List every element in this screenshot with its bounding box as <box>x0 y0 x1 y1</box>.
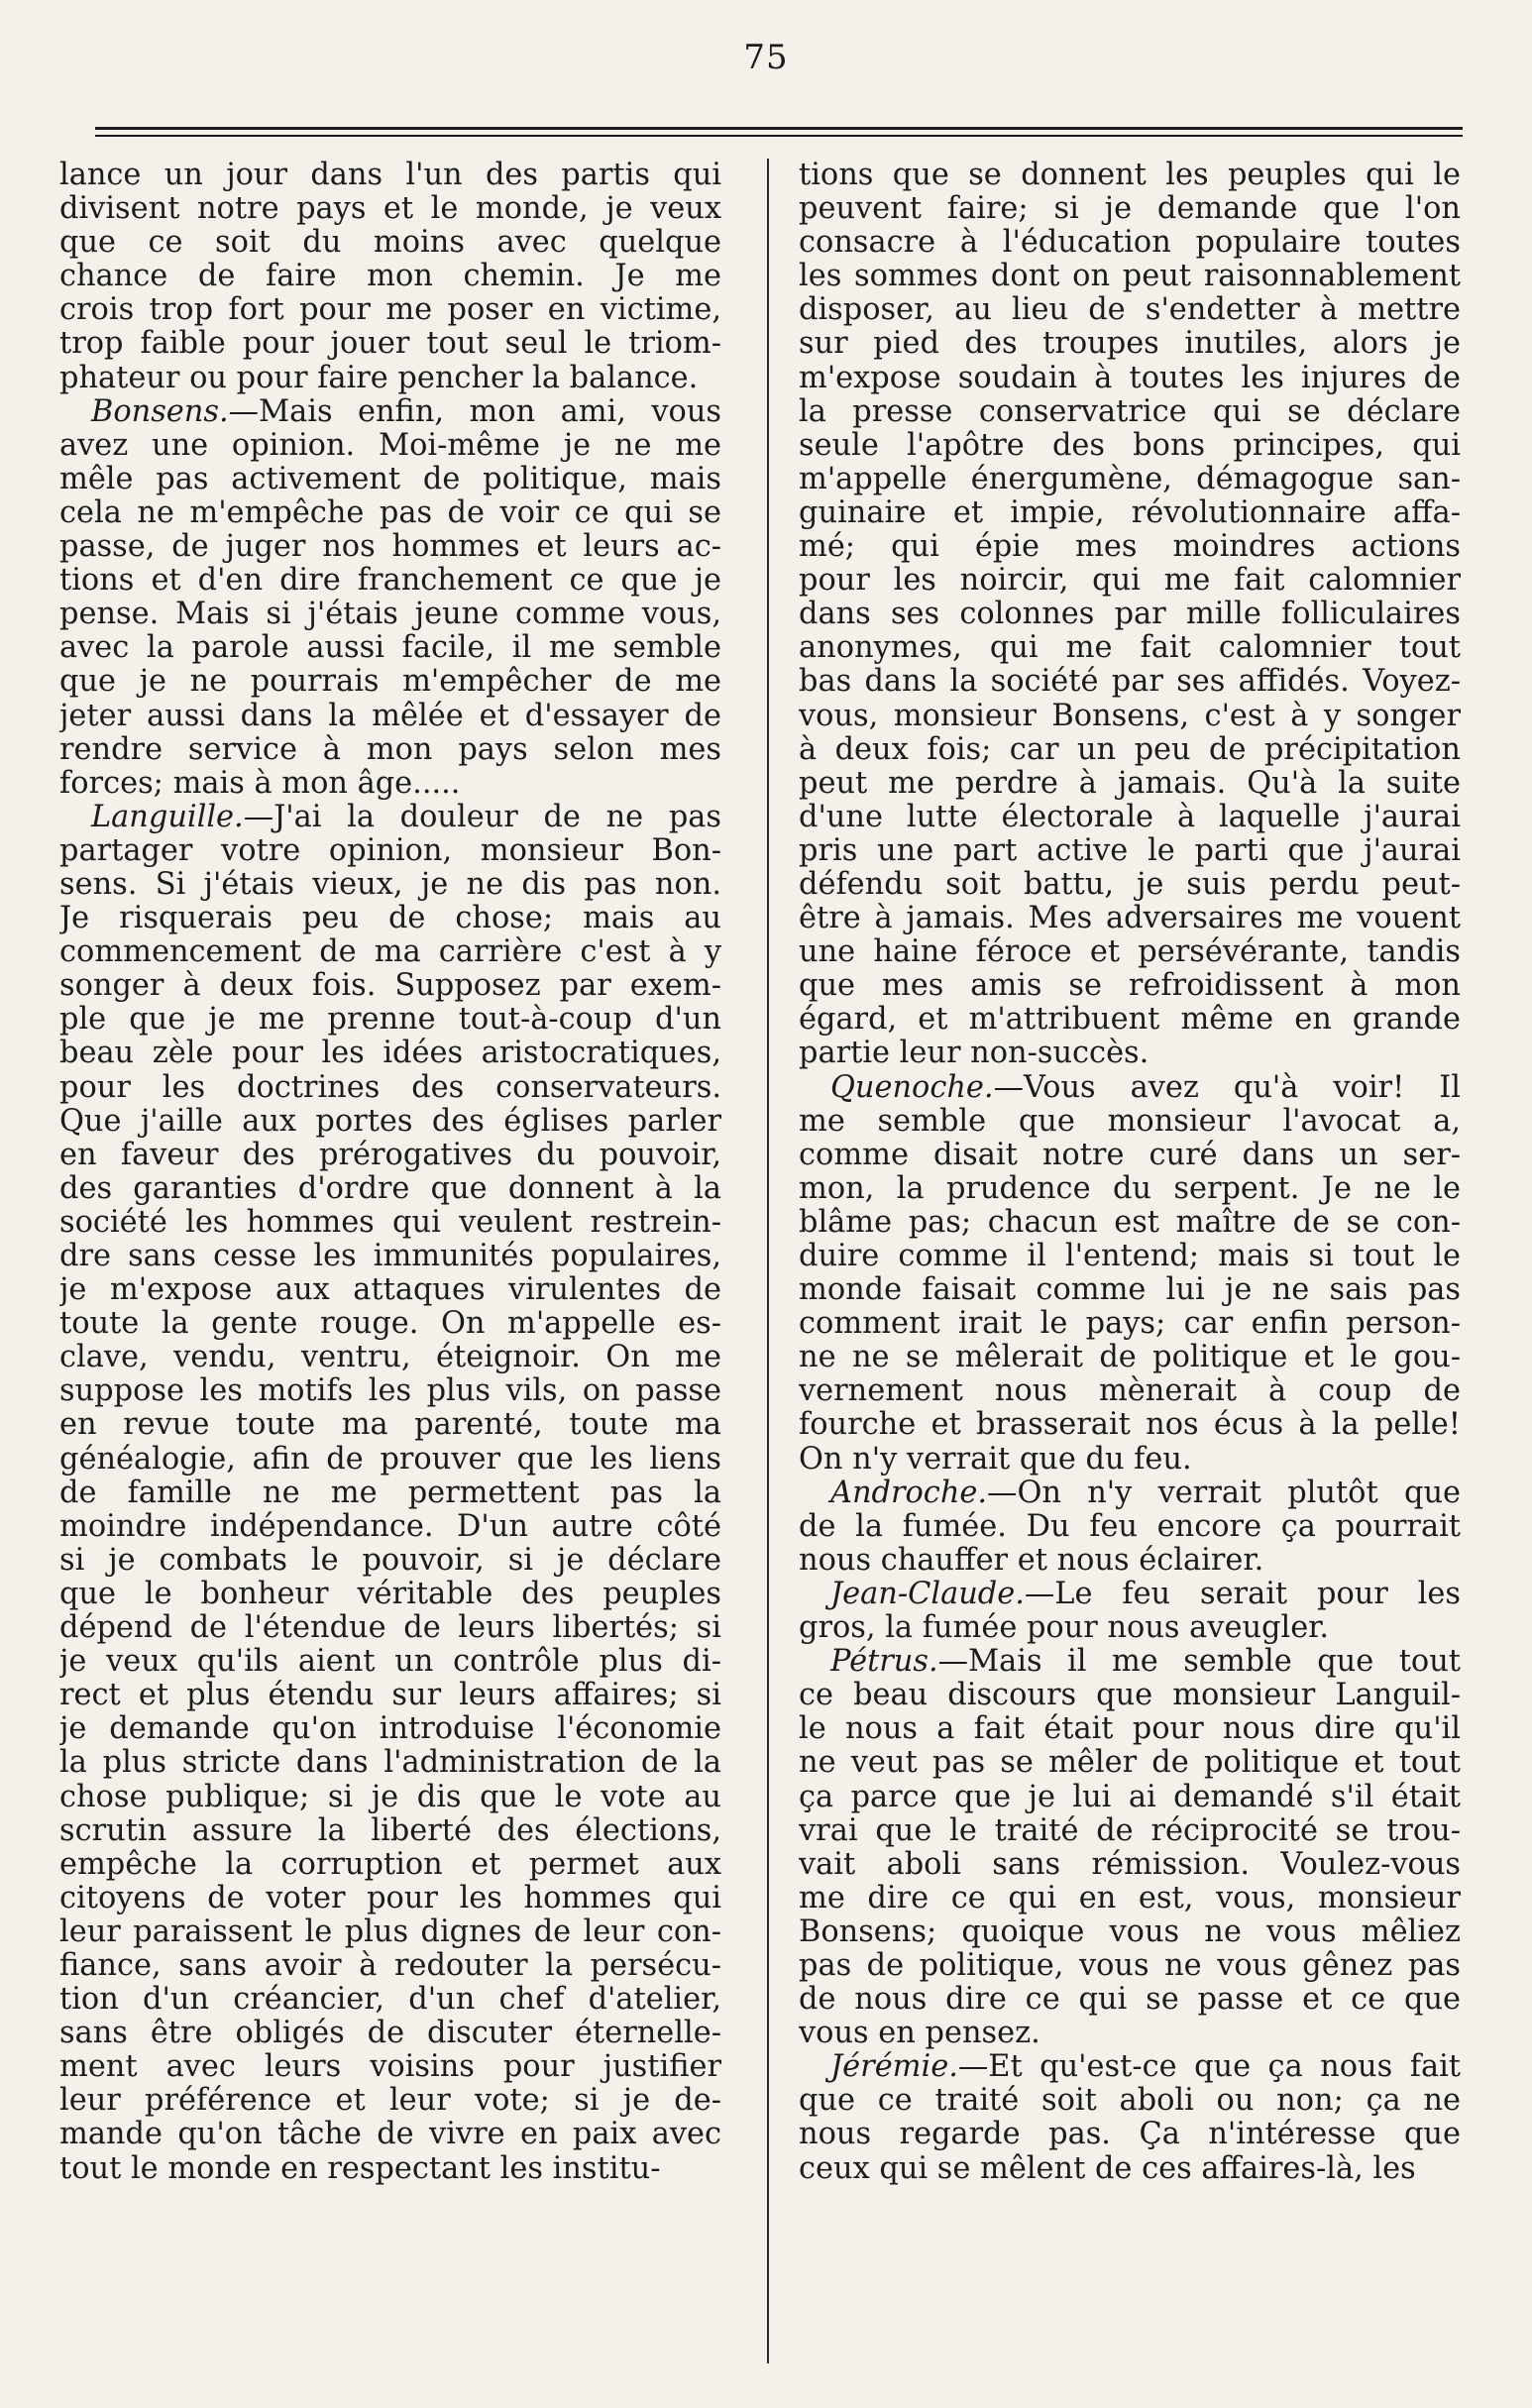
right-column-line: Androche.—On n'y verrait plutôt que <box>830 1476 1461 1510</box>
left-column-line: jeter aussi dans la mêlée et d'essayer de <box>59 699 721 733</box>
right-column-line: être à jamais. Mes adversaires me vouent <box>799 902 1461 936</box>
right-column-line: ça parce que je lui ai demandé s'il était <box>799 1780 1461 1814</box>
left-column-line: forces; mais à mon âge..... <box>59 766 461 801</box>
left-column-line: si je combats le pouvoir, si je déclare <box>59 1543 721 1578</box>
left-column-line: sens. Si j'étais vieux, je ne dis pas non. <box>59 867 721 902</box>
left-column-line: je demande qu'on introduise l'économie <box>59 1712 721 1747</box>
left-column-line: société les hommes qui veulent restrein- <box>59 1205 721 1240</box>
left-column-line: fiance, sans avoir à redouter la persécu- <box>59 1948 721 1983</box>
left-column-line: généalogie, afin de prouver que les liens <box>59 1442 721 1477</box>
right-column-line: m'expose soudain à toutes les injures de <box>799 361 1461 395</box>
left-column-line: que le bonheur véritable des peuples <box>59 1577 721 1611</box>
right-column-line: vrai que le traité de réciprocité se trou- <box>799 1813 1461 1848</box>
right-column-line: consacre à l'éducation populaire toutes <box>799 226 1461 261</box>
right-column-line: peut me perdre à jamais. Qu'à la suite <box>799 766 1461 801</box>
right-column-line: de nous dire ce qui se passe et ce que <box>799 1983 1461 2018</box>
left-column-line: commencement de ma carrière c'est à y <box>59 935 721 970</box>
right-column-line: me semble que monsieur l'avocat a, <box>799 1104 1461 1139</box>
right-column-line: une haine féroce et persévérante, tandis <box>799 935 1461 970</box>
right-column-line: tions que se donnent les peuples qui le <box>799 159 1461 192</box>
right-column-line: ne ne se mêlerait de politique et le gou- <box>799 1341 1461 1375</box>
right-column-line: seule l'apôtre des bons principes, qui <box>799 428 1461 463</box>
left-column-line: leur préférence et leur vote; si je de- <box>59 2084 721 2119</box>
right-column-line: vous, monsieur Bonsens, c'est à y songer <box>799 699 1461 733</box>
column-divider <box>767 159 769 2363</box>
right-column-line: gros, la fumée pour nous aveugler. <box>799 1611 1330 1646</box>
header-rule-thin <box>95 135 1463 137</box>
left-column-line: trop faible pour jouer tout seul le triom- <box>59 327 721 362</box>
left-column-line: en revue toute ma parenté, toute ma <box>59 1408 721 1443</box>
left-column-line: moindre indépendance. D'un autre côté <box>59 1509 721 1544</box>
page-number: 75 <box>743 38 789 77</box>
left-column-line: mêle pas activement de politique, mais <box>59 462 721 496</box>
left-column-line: que je ne pourrais m'empêcher de me <box>59 665 721 700</box>
right-column-line: ceux qui se mêlent de ces affaires-là, les <box>799 2151 1416 2186</box>
right-column-line: m'appelle énergumène, démagogue san- <box>799 462 1461 496</box>
right-column-line: vernement nous mènerait à coup de <box>799 1374 1461 1409</box>
speaker-name: Bonsens.— <box>91 394 260 429</box>
right-column <box>799 159 1461 2373</box>
right-column-line: que ce traité soit aboli ou non; ça ne <box>799 2084 1461 2119</box>
left-column-line: Que j'aille aux portes des églises parler <box>59 1104 721 1139</box>
speaker-name: Jérémie.— <box>830 2050 989 2085</box>
right-column-line: ce beau discours que monsieur Languil- <box>799 1679 1461 1713</box>
right-column-line: comment irait le pays; car enfin person- <box>799 1307 1461 1342</box>
left-column-line: tion d'un créancier, d'un chef d'atelier, <box>59 1983 721 2018</box>
right-column-line: dans ses colonnes par mille folliculaires <box>799 598 1461 632</box>
speaker-name: Androche.— <box>830 1476 1018 1510</box>
right-column-line: pris une part active le parti que j'aurai <box>799 833 1461 868</box>
left-column-line: songer à deux fois. Supposez par exem- <box>59 969 721 1004</box>
right-column-line: de la fumée. Du feu encore ça pourrait <box>799 1509 1461 1544</box>
right-column-line: mé; qui épie mes moindres actions <box>799 530 1461 565</box>
right-column-line: ne veut pas se mêler de politique et tout <box>799 1746 1461 1781</box>
left-column-line: cela ne m'empêche pas de voir ce qui se <box>59 495 721 530</box>
left-column-line: de famille ne me permettent pas la <box>59 1476 721 1510</box>
right-column-line: guinaire et impie, révolutionnaire affa- <box>799 495 1461 530</box>
speaker-name: Languille.— <box>91 800 274 834</box>
right-column-line: peuvent faire; si je demande que l'on <box>799 192 1461 227</box>
left-column-line: pense. Mais si j'étais jeune comme vous, <box>59 598 721 632</box>
left-column-line: empêche la corruption et permet aux <box>59 1847 721 1882</box>
right-column-line: pas de politique, vous ne vous gênez pas <box>799 1948 1461 1983</box>
right-column-line: Jérémie.—Et qu'est-ce que ça nous fait <box>830 2050 1461 2085</box>
right-column-line: monde faisait comme lui je ne sais pas <box>799 1273 1461 1308</box>
left-column-line: passe, de juger nos hommes et leurs ac- <box>59 530 721 565</box>
left-column-line: scrutin assure la liberté des élections, <box>59 1813 721 1848</box>
right-column-line: duire comme il l'entend; mais si tout le <box>799 1240 1461 1273</box>
left-column-line: Languille.—J'ai la douleur de ne pas <box>91 800 721 834</box>
right-column-line: nous regarde pas. Ça n'intéresse que <box>799 2118 1461 2152</box>
right-column-line: vous en pensez. <box>799 2017 1040 2051</box>
left-column-line: je m'expose aux attaques virulentes de <box>59 1273 721 1308</box>
right-column-line: comme disait notre curé dans un ser- <box>799 1138 1461 1172</box>
right-column-line: On n'y verrait que du feu. <box>799 1442 1192 1477</box>
left-column <box>59 159 721 2373</box>
left-column-line: toute la gente rouge. On m'appelle es- <box>59 1307 721 1342</box>
left-column-line: mande qu'on tâche de vivre en paix avec <box>59 2118 721 2152</box>
right-column-line: Jean-Claude.—Le feu serait pour les <box>830 1577 1461 1611</box>
right-column-line: pour les noircir, qui me fait calomnier <box>799 564 1461 599</box>
speaker-name: Jean-Claude.— <box>830 1577 1055 1611</box>
left-column-line: que ce soit du moins avec quelque <box>59 226 721 261</box>
left-column-line: en faveur des prérogatives du pouvoir, <box>59 1138 721 1172</box>
left-column-line: crois trop fort pour me poser en victime, <box>59 293 721 328</box>
left-column-line: tions et d'en dire franchement ce que je <box>59 564 721 599</box>
right-column-line: blâme pas; chacun est maître de se con- <box>799 1205 1461 1240</box>
left-column-line: avez une opinion. Moi-même je ne me <box>59 428 721 463</box>
left-column-line: clave, vendu, ventru, éteignoir. On me <box>59 1341 721 1375</box>
left-column-line: sans être obligés de discuter éternelle- <box>59 2017 721 2051</box>
left-column-line: avec la parole aussi facile, il me semble <box>59 631 721 666</box>
left-column-line: citoyens de voter pour les hommes qui <box>59 1881 721 1915</box>
left-column-line: des garanties d'ordre que donnent à la <box>59 1171 721 1206</box>
left-column-line: ple que je me prenne tout-à-coup d'un <box>59 1003 721 1038</box>
right-column-line: sur pied des troupes inutiles, alors je <box>799 327 1461 362</box>
left-column-line: tout le monde en respectant les institu- <box>59 2151 661 2186</box>
left-column-line: lance un jour dans l'un des partis qui <box>59 159 721 192</box>
speaker-name: Pétrus.— <box>830 1645 969 1680</box>
right-column-line: disposer, au lieu de s'endetter à mettre <box>799 293 1461 328</box>
right-column-line: le nous a fait était pour nous dire qu'il <box>799 1712 1461 1747</box>
left-column-line: chance de faire mon chemin. Je me <box>59 260 721 294</box>
left-column-line: suppose les motifs les plus vils, on passe <box>59 1374 721 1409</box>
right-column-line: les sommes dont on peut raisonnablement <box>799 260 1461 294</box>
right-column-line: nous chauffer et nous éclairer. <box>799 1543 1264 1578</box>
right-column-line: la presse conservatrice qui se déclare <box>799 394 1461 429</box>
left-column-line: ment avec leurs voisins pour justifier <box>59 2050 721 2085</box>
left-column-line: Je risquerais peu de chose; mais au <box>59 902 721 936</box>
right-column-line: que mes amis se refroidissent à mon <box>799 969 1461 1004</box>
right-column-line: Pétrus.—Mais il me semble que tout <box>830 1645 1461 1680</box>
left-column-line: je veux qu'ils aient un contrôle plus di- <box>59 1645 721 1680</box>
left-column-line: phateur ou pour faire pencher la balance. <box>59 361 699 395</box>
right-column-line: me dire ce qui en est, vous, monsieur <box>799 1881 1461 1915</box>
left-column-line: la plus stricte dans l'administration de la <box>59 1746 721 1781</box>
right-column-line: égard, et m'attribuent même en grande <box>799 1003 1461 1038</box>
left-column-line: dépend de l'étendue de leurs libertés; si <box>59 1611 721 1646</box>
right-column-line: fourche et brasserait nos écus à la pelle! <box>799 1408 1461 1443</box>
right-column-line: bas dans la société par ses affidés. Voyez- <box>799 665 1461 700</box>
right-column-line: vait aboli sans rémission. Voulez-vous <box>799 1847 1461 1882</box>
left-column-line: pour les doctrines des conservateurs. <box>59 1070 721 1105</box>
right-column-line: Quenoche.—Vous avez qu'à voir! Il <box>830 1070 1461 1105</box>
left-column-line: beau zèle pour les idées aristocratiques, <box>59 1037 721 1071</box>
right-column-line: d'une lutte électorale à laquelle j'aurai <box>799 800 1461 834</box>
left-column-line: dre sans cesse les immunités populaires, <box>59 1240 721 1273</box>
left-column-line: divisent notre pays et le monde, je veux <box>59 192 721 227</box>
right-column-line: défendu soit battu, je suis perdu peut- <box>799 867 1461 902</box>
left-column-line: rect et plus étendu sur leurs affaires; si <box>59 1679 721 1713</box>
right-column-line: partie leur non-succès. <box>799 1037 1149 1071</box>
right-column-line: à deux fois; car un peu de précipitation <box>799 732 1461 767</box>
right-column-line: mon, la prudence du serpent. Je ne le <box>799 1171 1461 1206</box>
right-column-line: Bonsens; quoique vous ne vous mêliez <box>799 1915 1461 1949</box>
left-column-line: chose publique; si je dis que le vote au <box>59 1780 721 1814</box>
speaker-name: Quenoche.— <box>830 1070 1024 1105</box>
left-column-line: rendre service à mon pays selon mes <box>59 732 721 767</box>
right-column-line: anonymes, qui me fait calomnier tout <box>799 631 1461 666</box>
left-column-line: Bonsens.—Mais enfin, mon ami, vous <box>91 394 721 429</box>
left-column-line: partager votre opinion, monsieur Bon- <box>59 833 721 868</box>
header-rule <box>95 127 1463 130</box>
left-column-line: leur paraissent le plus dignes de leur con- <box>59 1915 721 1949</box>
